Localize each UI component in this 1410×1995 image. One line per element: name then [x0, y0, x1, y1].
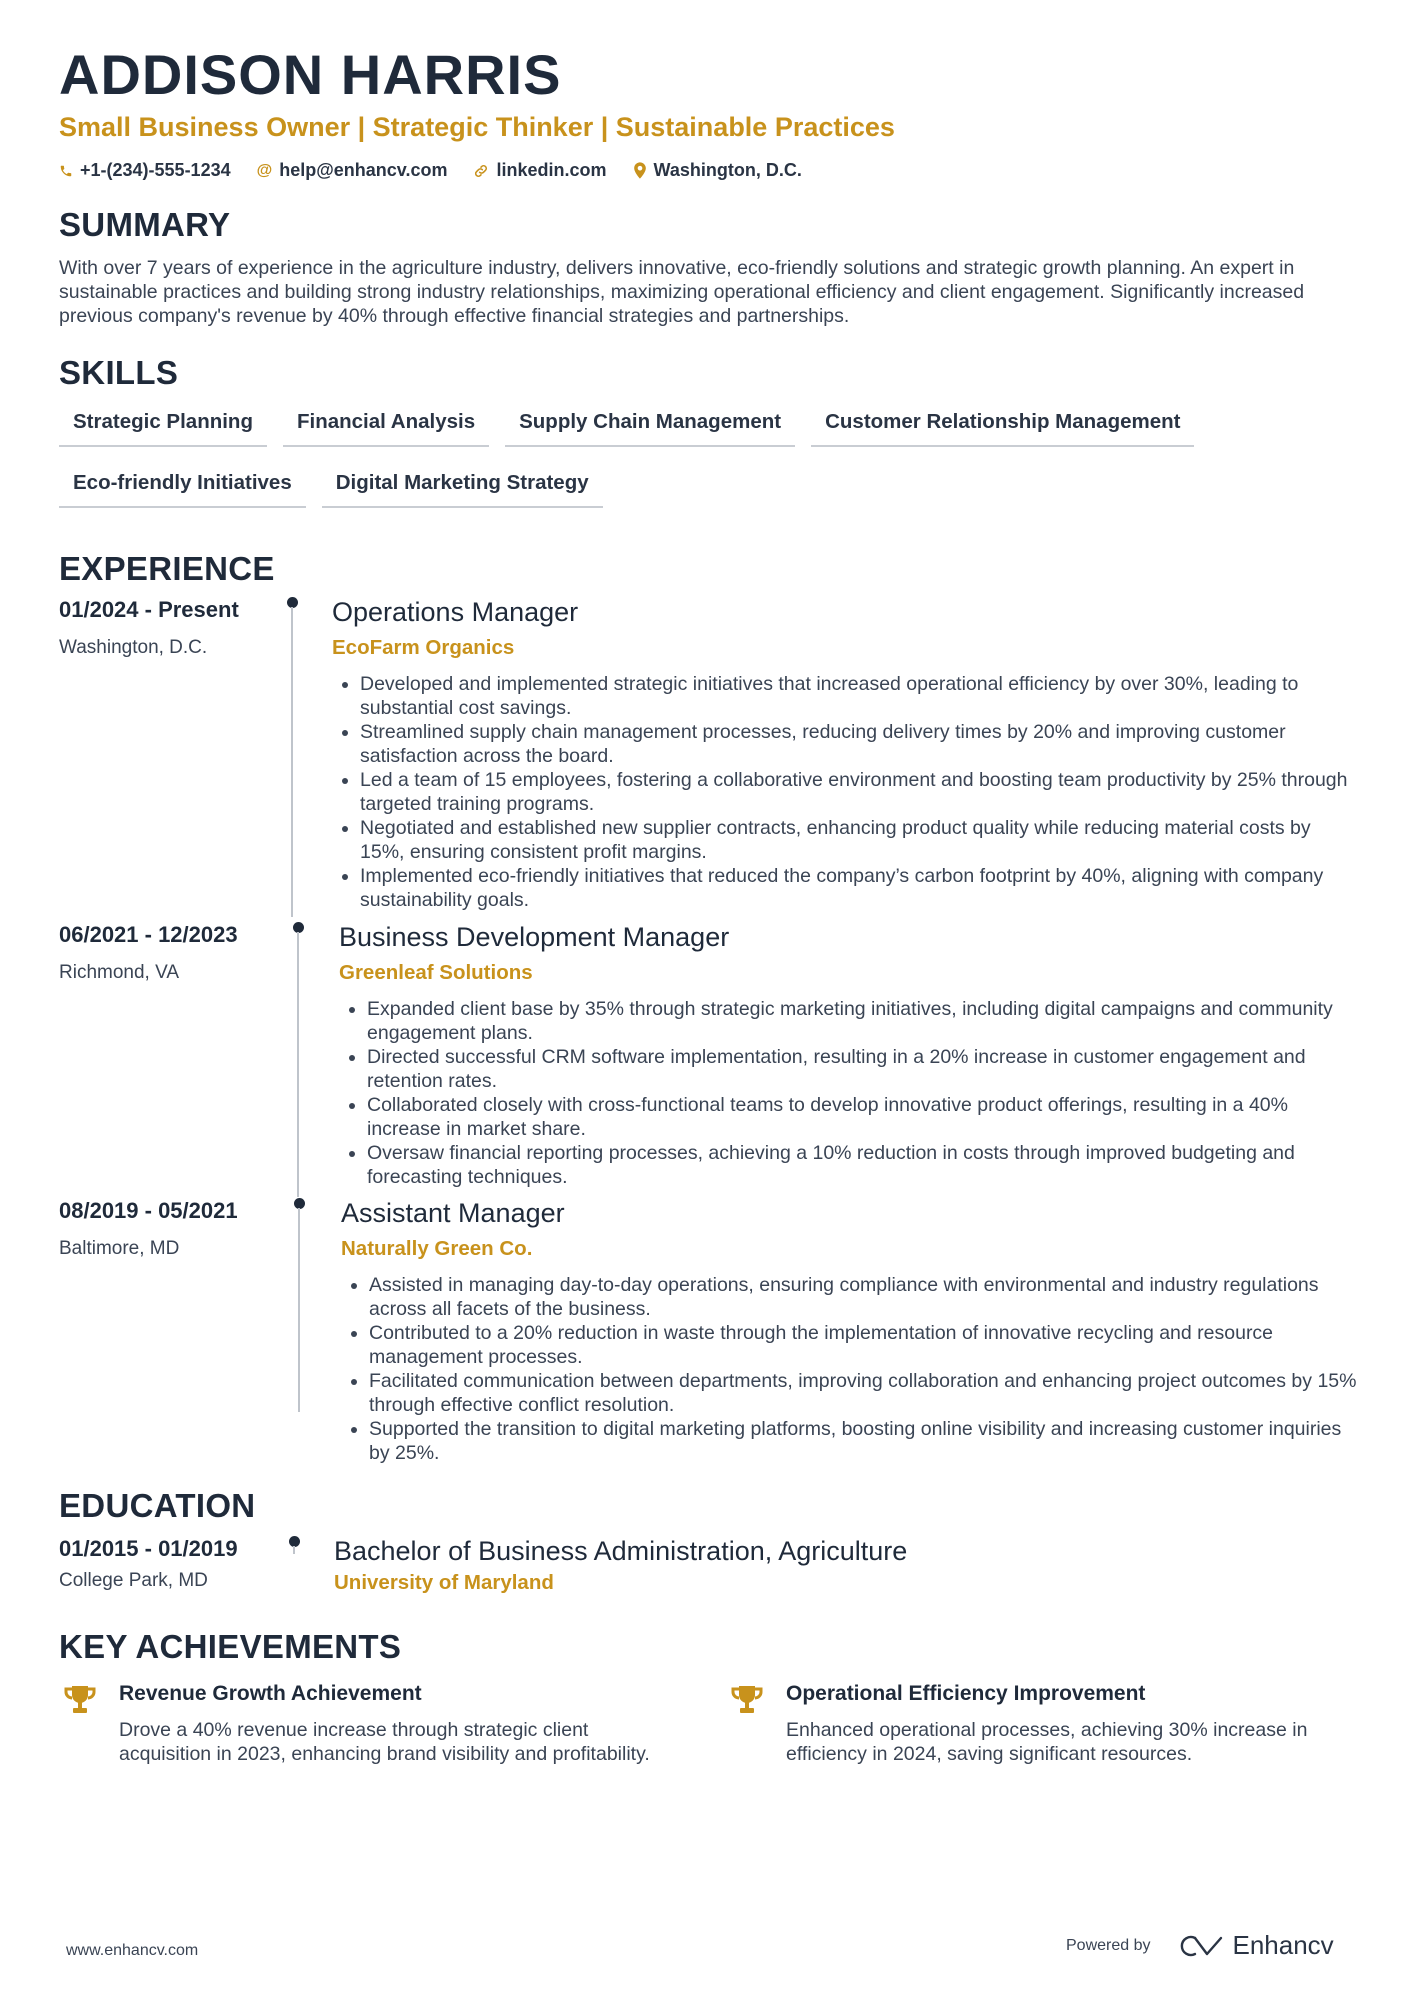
- job-details: [339, 922, 1359, 1189]
- job-details: [332, 597, 1352, 912]
- contact-location-text: Washington, D.C.: [653, 160, 802, 180]
- job-bullets: [341, 1273, 1361, 1465]
- education-heading: EDUCATION: [59, 1487, 256, 1524]
- education-details: [334, 1536, 1354, 1595]
- education-entry: [59, 1536, 1359, 1606]
- contact-linkedin[interactable]: [473, 160, 606, 181]
- experience-entry: [59, 922, 1359, 1197]
- enhancv-logo-icon: [1177, 1933, 1225, 1959]
- job-title: Assistant Manager: [341, 1198, 565, 1228]
- contact-bar: [59, 160, 802, 181]
- achievement-description: Drove a 40% revenue increase through strategic client acquisition in 2023, enhancing brand visibility and profitability.: [119, 1719, 650, 1765]
- skill-tag: Financial Analysis: [283, 404, 489, 447]
- job-bullet: • Oversaw financial reporting processes, achieving a 10% reduction in costs through improved budgeting and forecasting techniques.: [367, 1141, 1359, 1189]
- job-date: 01/2024 - Present: [59, 597, 239, 622]
- job-bullet: • Assisted in managing day-to-day operations, ensuring compliance with environmental and industry regulations across all facets of the business.: [369, 1273, 1361, 1321]
- timeline-line: [293, 1546, 295, 1554]
- skill-tag: Strategic Planning: [59, 404, 267, 447]
- footer-website-link[interactable]: www.enhancv.com: [66, 1942, 199, 1959]
- contact-phone[interactable]: [59, 160, 231, 181]
- job-bullet: • Directed successful CRM software implementation, resulting in a 20% increase in customer engagement and retention rates.: [367, 1045, 1359, 1093]
- job-bullet: • Contributed to a 20% reduction in waste through the implementation of innovative recycling and resource management processes.: [369, 1321, 1361, 1369]
- job-location: Baltimore, MD: [59, 1238, 180, 1259]
- contact-email-text: help@enhancv.com: [279, 160, 448, 180]
- achievement-title: Operational Efficiency Improvement: [786, 1682, 1146, 1705]
- phone-icon: [59, 164, 73, 178]
- contact-location: [633, 160, 802, 181]
- job-bullet: • Supported the transition to digital marketing platforms, boosting online visibility and increasing customer inquiries by 25%.: [369, 1417, 1361, 1465]
- trophy-icon: [730, 1684, 764, 1716]
- skill-tag: Customer Relationship Management: [811, 404, 1194, 447]
- experience-entry: [59, 597, 1359, 917]
- education-location: College Park, MD: [59, 1570, 208, 1591]
- job-bullet: • Negotiated and established new supplier contracts, enhancing product quality while reducing material costs by 15%, ensuring consistent profit margins.: [360, 816, 1352, 864]
- company-name: Naturally Green Co.: [341, 1237, 533, 1260]
- footer-branding: [1066, 1930, 1334, 1961]
- powered-by-label: Powered by: [1066, 1936, 1151, 1954]
- contact-phone-text: +1-(234)-555-1234: [80, 160, 231, 180]
- job-title: Operations Manager: [332, 597, 579, 627]
- brand-name: Enhancv: [1232, 1930, 1334, 1960]
- education-date: 01/2015 - 01/2019: [59, 1536, 238, 1561]
- timeline-line: [297, 932, 299, 1197]
- at-icon: @: [256, 161, 273, 179]
- job-bullet: • Expanded client base by 35% through strategic marketing initiatives, including digital campaigns and community engagement plans.: [367, 997, 1359, 1045]
- summary-heading: SUMMARY: [59, 206, 231, 243]
- achievements-heading: KEY ACHIEVEMENTS: [59, 1628, 402, 1665]
- skills-heading: SKILLS: [59, 354, 179, 391]
- company-name: EcoFarm Organics: [332, 636, 515, 659]
- job-bullet: • Led a team of 15 employees, fostering a collaborative environment and boosting team productivity by 25% through targeted training programs.: [360, 768, 1352, 816]
- headline: Small Business Owner | Strategic Thinker | Sustainable Practices: [59, 112, 895, 142]
- job-bullet: • Developed and implemented strategic initiatives that increased operational efficiency by over 30%, leading to substantial cost savings.: [360, 672, 1352, 720]
- timeline-line: [291, 607, 293, 917]
- skill-tag: Supply Chain Management: [505, 404, 795, 447]
- job-title: Business Development Manager: [339, 922, 730, 952]
- experience-entry: [59, 1198, 1359, 1464]
- timeline-line: [298, 1208, 300, 1412]
- summary-text: With over 7 years of experience in the agriculture industry, delivers innovative, eco-friendly solutions and strategic growth planning. An expert in sustainable practices and building strong industry relationships, maximizing operational efficiency and client engagement. Significantly increased previous company's revenue by 40% through effective financial strategies and partnerships.: [59, 257, 1305, 327]
- job-bullet: • Collaborated closely with cross-functional teams to develop innovative product offerings, resulting in a 40% increase in market share.: [367, 1093, 1359, 1141]
- experience-heading: EXPERIENCE: [59, 550, 275, 587]
- location-pin-icon: [633, 162, 647, 179]
- job-bullet: • Streamlined supply chain management processes, reducing delivery times by 20% and improving customer satisfaction across the board.: [360, 720, 1352, 768]
- job-bullet: • Facilitated communication between departments, improving collaboration and enhancing project outcomes by 15% through effective conflict resolution.: [369, 1369, 1361, 1417]
- job-location: Washington, D.C.: [59, 637, 208, 658]
- brand-logo[interactable]: [1177, 1930, 1334, 1961]
- job-details: [341, 1198, 1361, 1465]
- job-bullet: • Implemented eco-friendly initiatives that reduced the company’s carbon footprint by 40%, aligning with company sustainability goals.: [360, 864, 1352, 912]
- company-name: Greenleaf Solutions: [339, 961, 533, 984]
- job-bullets: [339, 997, 1359, 1189]
- school-name: University of Maryland: [334, 1571, 554, 1594]
- skill-tag: Eco-friendly Initiatives: [59, 465, 306, 508]
- job-date: 06/2021 - 12/2023: [59, 922, 238, 947]
- contact-linkedin-text: linkedin.com: [496, 160, 607, 180]
- degree-title: Bachelor of Business Administration, Agriculture: [334, 1536, 908, 1566]
- candidate-name: ADDISON HARRIS: [59, 43, 562, 106]
- job-bullets: [332, 672, 1352, 912]
- trophy-icon: [63, 1684, 97, 1716]
- achievement-description: Enhanced operational processes, achieving 30% increase in efficiency in 2024, saving significant resources.: [786, 1719, 1308, 1765]
- job-location: Richmond, VA: [59, 962, 180, 983]
- contact-email[interactable]: [257, 160, 448, 181]
- achievement-title: Revenue Growth Achievement: [119, 1682, 422, 1705]
- skills-list: [59, 404, 1359, 526]
- link-icon: [473, 163, 489, 179]
- skill-tag: Digital Marketing Strategy: [322, 465, 603, 508]
- job-date: 08/2019 - 05/2021: [59, 1198, 238, 1223]
